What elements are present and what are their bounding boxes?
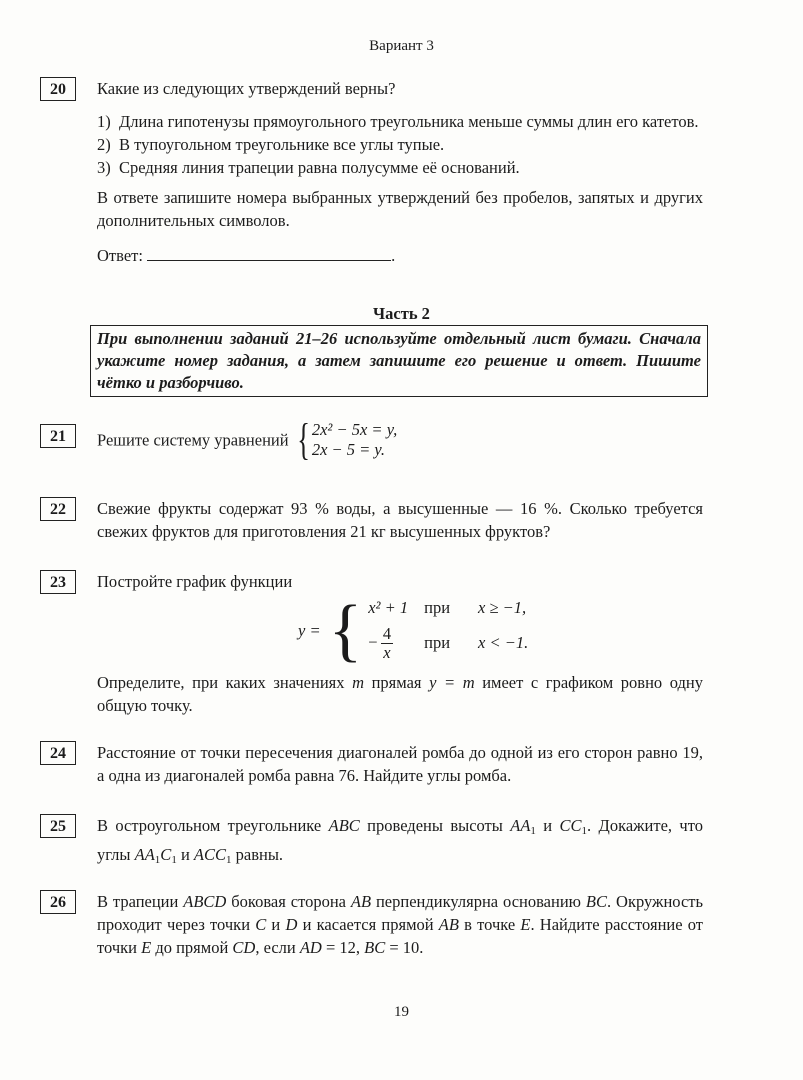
- statement-text: В тупоугольном треугольнике все углы тупые.: [119, 135, 445, 154]
- text-fragment: . Найдите расстояние от точки: [97, 915, 703, 957]
- brace: {: [296, 415, 310, 464]
- task-21: [97, 415, 703, 464]
- question-text: Какие из следующих утверждений верны?: [97, 79, 396, 98]
- statement-number: 1): [97, 112, 111, 131]
- task-25-text: [97, 814, 703, 872]
- brace: {: [328, 592, 363, 669]
- task-20: [97, 77, 703, 267]
- text-fragment: до прямой: [151, 938, 233, 957]
- statement: [97, 110, 703, 133]
- statement: [97, 156, 703, 179]
- text-fragment: Определите, при каких значениях: [97, 673, 353, 692]
- page-number: 19: [394, 1004, 409, 1020]
- text-fragment: перпендикулярна основанию: [371, 892, 586, 911]
- text-fragment: в точке: [458, 915, 521, 934]
- statement-text: Средняя линия трапеции равна полусумме её оснований.: [119, 158, 520, 177]
- text-fragment: боковая сторона: [226, 892, 351, 911]
- text-fragment: и: [266, 915, 286, 934]
- part-instructions: При выполнении заданий 21–26 используйте отдельный лист бумаги. Сначала укажите номер задания, а затем запишите его решение и ответ. Пишите чётко и разборчиво.: [90, 325, 708, 397]
- case-1-when: при: [424, 598, 451, 618]
- math-fragment: ABC: [328, 816, 360, 835]
- task-22-text: Свежие фрукты содержат 93 % воды, а высушенные — 16 %. Сколько требуется свежих фруктов для приготовления 21 кг высушенных фруктов?: [97, 499, 703, 541]
- math-fragment: CC: [559, 816, 582, 835]
- numerator: 4: [382, 623, 392, 643]
- answer-end: .: [391, 246, 396, 265]
- text-fragment: В трапеции: [97, 892, 184, 911]
- equation-system: [293, 415, 398, 464]
- text-fragment: . Докажите, что углы: [97, 816, 703, 864]
- denominator: x: [383, 642, 391, 662]
- task-23-text: Постройте график функции: [97, 572, 293, 591]
- task-number-26: 26: [40, 890, 76, 914]
- text-fragment: . Окружность проходит через точки: [97, 892, 704, 934]
- task-number-25: 25: [40, 814, 76, 838]
- statement-text: Длина гипотенузы прямоугольного треугольника меньше суммы длин его катетов.: [119, 112, 699, 131]
- statement-number: 2): [97, 135, 111, 154]
- task-number-21: 21: [40, 424, 76, 448]
- task-24-text: Расстояние от точки пересечения диагоналей ромба до одной из его сторон равно 19, а одна из диагоналей ромба равна 76. Найдите углы ромба.: [97, 743, 703, 785]
- task-text: Решите систему уравнений: [97, 430, 289, 450]
- function-lhs: y =: [298, 621, 321, 640]
- math-fragment: ACC: [193, 845, 226, 864]
- math-fragment: ABCD: [183, 892, 227, 911]
- equation-2: 2x − 5 = y.: [311, 440, 385, 459]
- case-2-expression: − $\frac{4}{x}$: [368, 623, 392, 662]
- task-number-24: 24: [40, 741, 76, 765]
- text-fragment: и касается прямой: [297, 915, 439, 934]
- math-fragment: BC: [364, 938, 386, 957]
- math-fragment: 1: [171, 854, 177, 866]
- statement: [97, 133, 703, 156]
- math-fragment: AA: [510, 816, 531, 835]
- variant-header: Вариант 3: [369, 38, 434, 54]
- math-fragment: AB: [350, 892, 372, 911]
- text-fragment: равны.: [231, 845, 284, 864]
- instruction-text: В ответе запишите номера выбранных утверждений без пробелов, запятых и других дополнительных символов.: [97, 188, 703, 230]
- math-fragment: AB: [438, 915, 459, 934]
- math-fragment: 1: [226, 854, 232, 866]
- text-fragment: и: [535, 816, 560, 835]
- math-fragment: C: [160, 845, 172, 864]
- case-1-condition: x ≥ −1,: [478, 598, 527, 618]
- task-number-23: 23: [40, 570, 76, 594]
- math-fragment: D: [285, 915, 298, 934]
- text-fragment: = 10.: [385, 938, 424, 957]
- math-fragment: 1: [154, 854, 161, 866]
- text-fragment: , если: [255, 938, 300, 957]
- math-fragment: y = m: [429, 673, 475, 692]
- math-fragment: 1: [581, 825, 588, 837]
- math-fragment: 1: [530, 825, 536, 837]
- piecewise-function: [290, 592, 536, 669]
- text-fragment: В остроугольном треугольнике: [97, 816, 329, 835]
- case-2-when: при: [424, 633, 451, 653]
- math-fragment: m: [352, 673, 365, 692]
- math-fragment: C: [255, 915, 267, 934]
- case-2-condition: x < −1.: [478, 633, 529, 653]
- math-fragment: AA: [134, 845, 155, 864]
- part-title: Часть 2: [373, 304, 430, 323]
- answer-field[interactable]: [147, 246, 391, 261]
- fraction: [381, 625, 393, 662]
- statement-number: 3): [97, 158, 111, 177]
- equation-1: 2x² − 5x = y,: [311, 420, 398, 439]
- case-1-expression: x² + 1: [368, 598, 409, 618]
- answer-row: [97, 244, 703, 267]
- text-fragment: проведены высоты: [359, 816, 511, 835]
- task-23-question: [97, 671, 703, 717]
- math-fragment: CD: [232, 938, 256, 957]
- math-fragment: AD: [299, 938, 322, 957]
- task-number-22: 22: [40, 497, 76, 521]
- text-fragment: прямая: [364, 673, 430, 692]
- statements-list: [97, 110, 703, 179]
- math-fragment: E: [520, 915, 531, 934]
- math-fragment: E: [141, 938, 152, 957]
- text-fragment: = 12,: [321, 938, 365, 957]
- task-26-text: [97, 890, 703, 959]
- answer-label: Ответ:: [97, 246, 143, 265]
- text-fragment: и: [176, 845, 194, 864]
- text-fragment: имеет с графиком ровно одну общую точку.: [97, 673, 704, 715]
- math-fragment: BC: [585, 892, 608, 911]
- task-number-20: 20: [40, 77, 76, 101]
